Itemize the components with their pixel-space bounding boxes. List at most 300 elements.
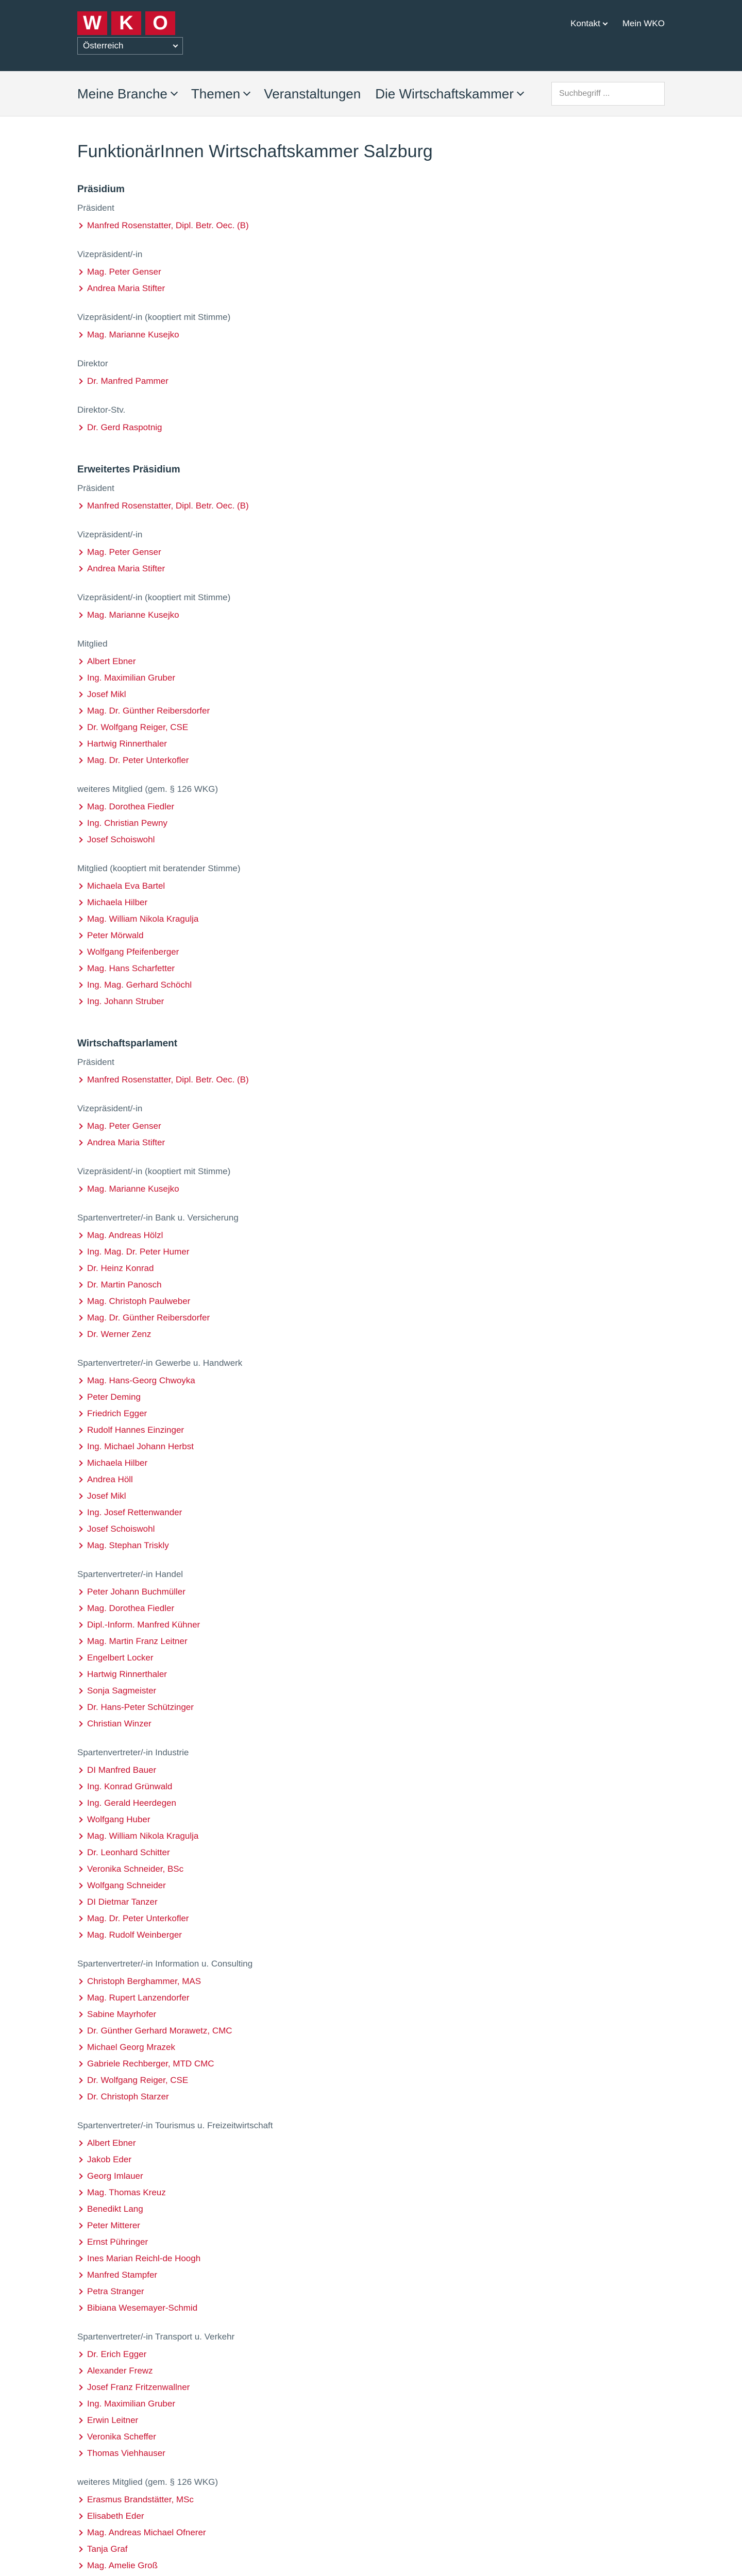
member-link[interactable] (77, 653, 665, 670)
chevron-right-icon (77, 2450, 82, 2456)
member-name: Petra Stranger (87, 2286, 144, 2296)
member-link[interactable] (77, 1666, 665, 1683)
member-link[interactable] (77, 2151, 665, 2168)
chevron-right-icon (77, 2351, 82, 2357)
chevron-right-icon (77, 1883, 82, 1888)
group-label: weiteres Mitglied (gem. § 126 WKG) (77, 784, 218, 794)
chevron-right-icon (77, 1427, 82, 1433)
member-link[interactable] (77, 1973, 665, 1990)
chevron-right-icon (77, 1850, 82, 1855)
member-link[interactable] (77, 1072, 665, 1088)
member-name: Veronika Schneider, BSc (87, 1864, 184, 1874)
chevron-right-icon (77, 332, 82, 337)
member-name: Albert Ebner (87, 656, 136, 666)
chevron-down-icon (243, 89, 250, 96)
member-link[interactable] (77, 2089, 665, 2105)
member-link[interactable] (77, 2379, 665, 2396)
chevron-right-icon (77, 1671, 82, 1677)
member-name: Mag. Dr. Günther Reibersdorfer (87, 706, 210, 716)
member-link[interactable] (77, 1877, 665, 1894)
region-select[interactable] (77, 37, 183, 55)
member-link[interactable] (77, 373, 665, 389)
group-label: Spartenvertreter/-in Gewerbe u. Handwerk (77, 1358, 243, 1368)
search-box (551, 82, 665, 106)
chevron-right-icon (77, 724, 82, 730)
chevron-right-icon (77, 1077, 82, 1082)
member-link[interactable] (77, 1181, 665, 1197)
search-input[interactable] (559, 89, 666, 98)
member-name: Michaela Hilber (87, 897, 148, 907)
my-wko-link-label: Mein WKO (622, 19, 665, 28)
chevron-right-icon (77, 2011, 82, 2017)
member-name: Dr. Gerd Raspotnig (87, 422, 162, 432)
member-link[interactable] (77, 1521, 665, 1537)
chevron-right-icon (77, 378, 82, 384)
member-group (77, 1357, 665, 1554)
nav-item-die-wirtschaftskammer[interactable] (375, 86, 523, 102)
chevron-right-icon (77, 1331, 82, 1337)
member-name: Wolfgang Schneider (87, 1880, 166, 1890)
member-link[interactable] (77, 561, 665, 577)
member-name: Rudolf Hannes Einzinger (87, 1425, 184, 1435)
group-label: Präsident (77, 203, 114, 213)
member-link[interactable] (77, 1600, 665, 1617)
chevron-right-icon (77, 2368, 82, 2374)
member-link[interactable] (77, 2508, 665, 2524)
member-name: Andrea Maria Stifter (87, 564, 165, 573)
member-link[interactable] (77, 1633, 665, 1650)
member-name: Friedrich Egger (87, 1409, 147, 1418)
chevron-right-icon (77, 933, 82, 938)
member-name: Mag. Dr. Peter Unterkofler (87, 755, 189, 765)
member-name: Peter Deming (87, 1392, 141, 1402)
member-name: Mag. Andreas Michael Ofnerer (87, 2528, 206, 2537)
chevron-right-icon (77, 1123, 82, 1129)
member-link[interactable] (77, 1118, 665, 1134)
main-navigation-bar (0, 71, 742, 116)
member-link[interactable] (77, 2574, 665, 2576)
member-name: Mag. Hans Scharfetter (87, 963, 175, 973)
sections-container (77, 183, 665, 2576)
member-link[interactable] (77, 1455, 665, 1471)
chevron-down-icon (173, 42, 178, 47)
member-link[interactable] (77, 2201, 665, 2217)
group-label: Präsident (77, 1057, 114, 1067)
member-name: Mag. William Nikola Kragulja (87, 914, 199, 924)
member-link[interactable] (77, 878, 665, 894)
member-name: Dipl.-Inform. Manfred Kühner (87, 1620, 200, 1630)
group-label: Mitglied (kooptiert mit beratender Stimme) (77, 863, 241, 873)
chevron-right-icon (77, 1543, 82, 1548)
chevron-right-icon (77, 1721, 82, 1726)
member-link[interactable] (77, 815, 665, 832)
member-name: Mag. William Nikola Kragulja (87, 1831, 199, 1841)
member-name: Wolfgang Huber (87, 1815, 150, 1824)
member-name: Dr. Martin Panosch (87, 1280, 162, 1290)
member-link[interactable] (77, 1617, 665, 1633)
member-link[interactable] (77, 2234, 665, 2250)
chevron-right-icon (77, 2384, 82, 2390)
nav-item-themen[interactable] (191, 86, 249, 102)
member-link[interactable] (77, 1811, 665, 1828)
member-link[interactable] (77, 1134, 665, 1151)
chevron-right-icon (77, 1899, 82, 1905)
chevron-right-icon (77, 1817, 82, 1822)
chevron-right-icon (77, 2546, 82, 2552)
member-link[interactable] (77, 2217, 665, 2234)
member-name: Josef Mikl (87, 1491, 126, 1501)
member-link[interactable] (77, 927, 665, 944)
chevron-right-icon (77, 949, 82, 955)
member-link[interactable] (77, 2346, 665, 2363)
region-select-value: Österreich (83, 41, 124, 50)
member-name: Mag. Thomas Kreuz (87, 2188, 166, 2197)
member-link[interactable] (77, 1650, 665, 1666)
member-group (77, 2476, 665, 2576)
member-group (77, 1103, 665, 1151)
member-link[interactable] (77, 1310, 665, 1326)
chevron-right-icon (77, 1140, 82, 1145)
member-name: Christoph Berghammer, MAS (87, 1976, 201, 1986)
member-link[interactable] (77, 1910, 665, 1927)
nav-item-meine-branche[interactable] (77, 86, 177, 102)
member-name: Michaela Hilber (87, 1458, 148, 1468)
member-link[interactable] (77, 2267, 665, 2283)
chevron-down-icon (171, 89, 178, 96)
member-link[interactable] (77, 2363, 665, 2379)
chevron-right-icon (77, 1932, 82, 1938)
member-link[interactable] (77, 944, 665, 960)
member-link[interactable] (77, 2006, 665, 2023)
group-label: Mitglied (77, 639, 108, 649)
group-label: Direktor-Stv. (77, 405, 126, 415)
member-link[interactable] (77, 1683, 665, 1699)
member-group (77, 529, 665, 577)
member-link[interactable] (77, 2445, 665, 2462)
member-name: Peter Mitterer (87, 2221, 140, 2230)
member-link[interactable] (77, 2492, 665, 2508)
member-link[interactable] (77, 703, 665, 719)
member-link[interactable] (77, 1716, 665, 1732)
member-link[interactable] (77, 719, 665, 736)
member-group (77, 783, 665, 848)
member-link[interactable] (77, 1488, 665, 1504)
member-link[interactable] (77, 1326, 665, 1343)
member-link[interactable] (77, 752, 665, 769)
member-link[interactable] (77, 2056, 665, 2072)
logo-letter-w: W (77, 11, 107, 35)
member-name: Mag. Marianne Kusejko (87, 330, 179, 340)
member-name: Bibiana Wesemayer-Schmid (87, 2303, 198, 2313)
member-name: Ing. Johann Struber (87, 996, 164, 1006)
chevron-right-icon (77, 549, 82, 555)
member-link[interactable] (77, 1990, 665, 2006)
member-link[interactable] (77, 2396, 665, 2412)
member-group (77, 1958, 665, 2105)
chevron-right-icon (77, 2417, 82, 2423)
member-link[interactable] (77, 686, 665, 703)
member-link[interactable] (77, 2524, 665, 2541)
member-link[interactable] (77, 1584, 665, 1600)
member-group (77, 2120, 665, 2316)
member-link[interactable] (77, 1227, 665, 1244)
chevron-right-icon (77, 1282, 82, 1287)
chevron-right-icon (77, 1477, 82, 1482)
member-name: Wolfgang Pfeifenberger (87, 947, 179, 957)
member-link[interactable] (77, 1405, 665, 1422)
member-link[interactable] (77, 1438, 665, 1455)
member-name: Elisabeth Eder (87, 2511, 144, 2521)
group-label: Spartenvertreter/-in Transport u. Verkehr (77, 2332, 235, 2342)
chevron-right-icon (77, 741, 82, 747)
member-name: Mag. Martin Franz Leitner (87, 1636, 188, 1646)
member-link[interactable] (77, 911, 665, 927)
member-link[interactable] (77, 1762, 665, 1778)
member-link[interactable] (77, 1894, 665, 1910)
member-name: Mag. Peter Genser (87, 1121, 161, 1131)
member-name: Ing. Josef Rettenwander (87, 1507, 182, 1517)
member-name: Michael Georg Mrazek (87, 2042, 176, 2052)
member-name: Peter Johann Buchmüller (87, 1587, 185, 1597)
member-link[interactable] (77, 2412, 665, 2429)
member-name: Ing. Michael Johann Herbst (87, 1442, 194, 1451)
section-title: Erweitertes Präsidium (77, 464, 180, 475)
group-label: Vizepräsident/-in (77, 249, 143, 259)
member-link[interactable] (77, 264, 665, 280)
member-link[interactable] (77, 1828, 665, 1844)
member-link[interactable] (77, 1861, 665, 1877)
member-link[interactable] (77, 1372, 665, 1389)
chevron-right-icon (77, 1411, 82, 1416)
chevron-right-icon (77, 1493, 82, 1499)
group-label: Präsident (77, 483, 114, 493)
member-group (77, 1165, 665, 1197)
chevron-right-icon (77, 2256, 82, 2261)
group-label: Spartenvertreter/-in Bank u. Versicherung (77, 1213, 239, 1223)
member-link[interactable] (77, 280, 665, 297)
chevron-right-icon (77, 2044, 82, 2050)
member-name: Engelbert Locker (87, 1653, 154, 1663)
chevron-down-icon (517, 89, 524, 96)
member-link[interactable] (77, 670, 665, 686)
member-group (77, 482, 665, 514)
member-name: Ing. Konrad Grünwald (87, 1782, 173, 1791)
member-name: Andrea Höll (87, 1475, 133, 1484)
chevron-right-icon (77, 2061, 82, 2066)
chevron-right-icon (77, 2077, 82, 2083)
member-name: Ing. Mag. Dr. Peter Humer (87, 1247, 190, 1257)
member-name: Andrea Maria Stifter (87, 283, 165, 293)
member-link[interactable] (77, 419, 665, 436)
member-link[interactable] (77, 977, 665, 993)
member-name: Dr. Manfred Pammer (87, 376, 168, 386)
member-link[interactable] (77, 1927, 665, 1943)
member-link[interactable] (77, 832, 665, 848)
section-title: Präsidium (77, 184, 125, 195)
chevron-right-icon (77, 2094, 82, 2099)
member-group (77, 1056, 665, 1088)
nav-item-label: Meine Branche (77, 86, 167, 101)
chevron-right-icon (77, 2272, 82, 2278)
chevron-right-icon (77, 2563, 82, 2568)
member-link[interactable] (77, 1277, 665, 1293)
chevron-right-icon (77, 269, 82, 275)
member-link[interactable] (77, 1244, 665, 1260)
chevron-right-icon (77, 837, 82, 842)
group-label: Spartenvertreter/-in Industrie (77, 1748, 189, 1757)
member-link[interactable] (77, 217, 665, 234)
member-name: Mag. Andreas Hölzl (87, 1230, 163, 1240)
member-name: Ing. Mag. Gerhard Schöchl (87, 980, 192, 990)
contact-link-label: Kontakt (570, 19, 600, 28)
chevron-right-icon (77, 708, 82, 714)
member-link[interactable] (77, 1471, 665, 1488)
member-link[interactable] (77, 1293, 665, 1310)
member-name: Dr. Wolfgang Reiger, CSE (87, 2075, 189, 2085)
member-link[interactable] (77, 894, 665, 911)
group-label: Vizepräsident/-in (kooptiert mit Stimme) (77, 1166, 231, 1176)
member-name: Ing. Christian Pewny (87, 818, 167, 828)
member-name: Mag. Christoph Paulweber (87, 1296, 191, 1306)
member-group (77, 311, 665, 343)
main-nav (77, 71, 523, 116)
member-link[interactable] (77, 736, 665, 752)
chevron-right-icon (77, 1510, 82, 1515)
chevron-right-icon (77, 982, 82, 988)
member-name: Mag. Hans-Georg Chwoyka (87, 1376, 195, 1385)
chevron-right-icon (77, 883, 82, 889)
member-name: Hartwig Rinnerthaler (87, 1669, 167, 1679)
member-name: Dr. Leonhard Schitter (87, 1848, 170, 1857)
main-content (0, 116, 742, 2576)
member-link[interactable] (77, 2039, 665, 2056)
member-link[interactable] (77, 607, 665, 623)
member-name: Mag. Marianne Kusejko (87, 1184, 179, 1194)
chevron-right-icon (77, 1655, 82, 1660)
wko-logo[interactable] (77, 11, 175, 35)
member-name: Mag. Peter Genser (87, 547, 161, 557)
member-name: Mag. Rudolf Weinberger (87, 1930, 182, 1940)
member-name: Tanja Graf (87, 2544, 128, 2554)
member-name: DI Dietmar Tanzer (87, 1897, 158, 1907)
chevron-right-icon (77, 612, 82, 618)
group-label: Vizepräsident/-in (77, 1104, 143, 1113)
contact-link[interactable] (570, 19, 607, 29)
member-name: Mag. Amelie Groß (87, 2561, 158, 2570)
member-link[interactable] (77, 1778, 665, 1795)
member-link[interactable] (77, 2135, 665, 2151)
member-link[interactable] (77, 1389, 665, 1405)
member-name: Mag. Stephan Triskly (87, 1540, 169, 1550)
my-wko-link[interactable] (622, 19, 665, 29)
member-name: Mag. Marianne Kusejko (87, 610, 179, 620)
member-link[interactable] (77, 2541, 665, 2557)
member-link[interactable] (77, 799, 665, 815)
member-link[interactable] (77, 1537, 665, 1554)
chevron-right-icon (77, 1916, 82, 1921)
member-link[interactable] (77, 2557, 665, 2574)
nav-item-label: Veranstaltungen (264, 86, 361, 101)
member-link[interactable] (77, 1699, 665, 1716)
member-link[interactable] (77, 1260, 665, 1277)
group-label: Spartenvertreter/-in Information u. Consulting (77, 1959, 253, 1969)
member-group (77, 2331, 665, 2462)
chevron-right-icon (77, 1767, 82, 1773)
page-title: FunktionärInnen Wirtschaftskammer Salzburg (77, 142, 433, 161)
member-link[interactable] (77, 1422, 665, 1438)
chevron-right-icon (77, 2028, 82, 2033)
chevron-right-icon (77, 1784, 82, 1789)
chevron-right-icon (77, 1526, 82, 1532)
chevron-right-icon (77, 1589, 82, 1595)
member-name: Dr. Günther Gerhard Morawetz, CMC (87, 2026, 232, 2036)
member-link[interactable] (77, 1795, 665, 1811)
member-link[interactable] (77, 327, 665, 343)
member-name: Sonja Sagmeister (87, 1686, 157, 1696)
nav-item-veranstaltungen[interactable] (264, 86, 361, 102)
logo-letter-k: K (111, 11, 141, 35)
member-link[interactable] (77, 2168, 665, 2184)
member-link[interactable] (77, 1844, 665, 1861)
member-link[interactable] (77, 1504, 665, 1521)
group-label: weiteres Mitglied (gem. § 126 WKG) (77, 2477, 218, 2487)
member-link[interactable] (77, 2072, 665, 2089)
member-name: Josef Mikl (87, 689, 126, 699)
chevron-right-icon (77, 691, 82, 697)
chevron-right-icon (77, 1444, 82, 1449)
member-link[interactable] (77, 2283, 665, 2300)
chevron-right-icon (77, 2305, 82, 2311)
member-link[interactable] (77, 2429, 665, 2445)
chevron-right-icon (77, 965, 82, 971)
chevron-right-icon (77, 2140, 82, 2146)
chevron-right-icon (77, 1995, 82, 2001)
section-erweitertes-praesidium (77, 464, 665, 1010)
member-link[interactable] (77, 544, 665, 561)
member-name: Dr. Hans-Peter Schützinger (87, 1702, 194, 1712)
member-link[interactable] (77, 2300, 665, 2316)
member-name: Manfred Rosenstatter, Dipl. Betr. Oec. (B) (87, 501, 249, 511)
member-link[interactable] (77, 2023, 665, 2039)
chevron-right-icon (77, 1704, 82, 1710)
nav-item-label: Themen (191, 86, 241, 101)
chevron-right-icon (77, 1833, 82, 1839)
member-name: Erasmus Brandstätter, MSc (87, 2495, 194, 2504)
member-name: Josef Schoiswohl (87, 1524, 155, 1534)
chevron-down-icon (602, 20, 608, 25)
chevron-right-icon (77, 2513, 82, 2519)
group-label: Spartenvertreter/-in Handel (77, 1569, 183, 1579)
chevron-right-icon (77, 2530, 82, 2535)
chevron-right-icon (77, 1866, 82, 1872)
chevron-right-icon (77, 2223, 82, 2228)
member-link[interactable] (77, 960, 665, 977)
chevron-right-icon (77, 1688, 82, 1693)
member-name: Josef Schoiswohl (87, 835, 155, 844)
member-name: Albert Ebner (87, 2138, 136, 2148)
member-link[interactable] (77, 498, 665, 514)
member-name: Ernst Pühringer (87, 2237, 148, 2247)
chevron-right-icon (77, 223, 82, 228)
member-link[interactable] (77, 993, 665, 1010)
nav-item-label: Die Wirtschaftskammer (375, 86, 514, 101)
member-link[interactable] (77, 2250, 665, 2267)
member-group (77, 1747, 665, 1943)
chevron-right-icon (77, 2206, 82, 2212)
member-name: Peter Mörwald (87, 930, 144, 940)
member-name: Manfred Rosenstatter, Dipl. Betr. Oec. (B) (87, 221, 249, 230)
member-link[interactable] (77, 2184, 665, 2201)
